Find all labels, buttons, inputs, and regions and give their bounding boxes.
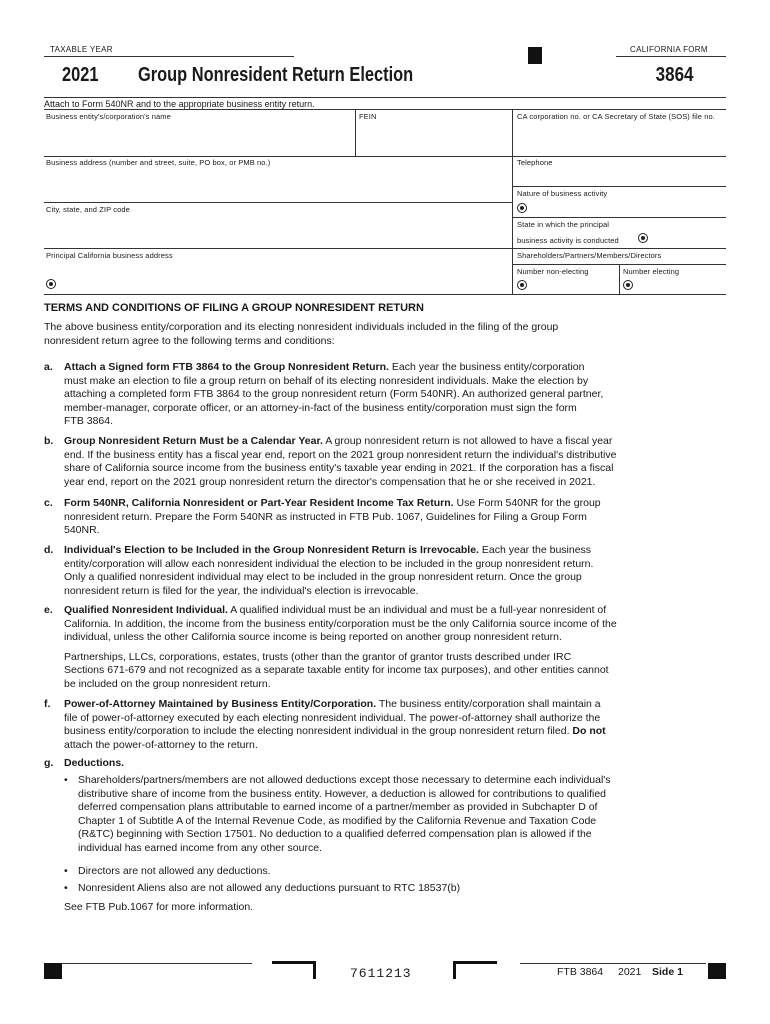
shareholders-label: Shareholders/Partners/Members/Directors <box>517 251 662 260</box>
bullet-icon: • <box>64 774 68 786</box>
corner-mark-icon <box>453 961 497 979</box>
deductions-bullet-1: • Shareholders/partners/members are not allowed deductions except those necessary to determine each individual's distributive share of income from the business entity. However, a deduction is allowed for contributions to qualified deferred compensation plans attributable to earned income of a partner/member as provided in Subchapter D of Chapter 1 of Subtitle A of the Internal Revenue Code, as modified by the California Revenue and Taxation Code (R&TC) beginning with Section 17501. No deduction to a qualified deferred compensation plan is allowed if the individual has earned income from any other source. <box>64 774 611 854</box>
principal-address-label: Principal California business address <box>46 251 173 260</box>
non-electing-radio-icon[interactable] <box>517 280 527 290</box>
electing-label: Number electing <box>623 267 680 276</box>
registration-mark-icon <box>708 963 726 979</box>
fein-field[interactable] <box>358 120 508 154</box>
attach-note: Attach to Form 540NR and to the appropriate business entity return. <box>44 99 315 109</box>
entity-name-label: Business entity's/corporation's name <box>46 112 171 121</box>
terms-intro: The above business entity/corporation and its electing nonresident individuals included in the filing of the group nonresident return agree to the following terms and conditions: <box>44 321 559 347</box>
telephone-field[interactable] <box>516 168 724 184</box>
registration-mark-icon <box>528 47 542 64</box>
registration-mark-icon <box>44 963 62 979</box>
form-number: 3864 <box>655 64 693 86</box>
term-c: c. Form 540NR, California Nonresident or Part-Year Resident Income Tax Return. Use Form 540NR for the group nonresident return. Prepare the Form 540NR as instructed in FTB Pub. 1067, Guidelines for Filing a Group Form 540NR. <box>44 497 601 537</box>
form-code: 7611213 <box>350 966 412 981</box>
tax-year: 2021 <box>62 64 99 86</box>
form-title: Group Nonresident Return Election <box>138 64 414 86</box>
address-field[interactable] <box>46 168 506 200</box>
principal-address-radio-icon[interactable] <box>46 279 56 289</box>
footer-form: FTB 3864 <box>557 966 604 978</box>
corner-mark-icon <box>272 961 316 979</box>
see-pub-note: See FTB Pub.1067 for more information. <box>64 901 254 913</box>
footer-year: 2021 <box>618 966 642 978</box>
deductions-bullet-2: • Directors are not allowed any deductions. <box>64 865 271 877</box>
term-e: e. Qualified Nonresident Individual. A qualified individual must be an individual and must be a full-year nonresident of California. In addition, the income from the business entity/corporation must be the only California source income of the individual, unless the other California source income is being reported on another group nonresident return. Partnerships, LLCs, corporations, estates, trusts (other than the grantor of grantor trusts described under IRC Sections 671-679 and not recognized as a separate taxable entity for income tax purposes), and other entities cannot be included on the group nonresident return. <box>44 604 617 690</box>
nature-label: Nature of business activity <box>517 189 608 198</box>
city-field[interactable] <box>46 215 506 247</box>
california-form-label: CALIFORNIA FORM <box>630 45 708 54</box>
terms-heading: TERMS AND CONDITIONS OF FILING A GROUP NONRESIDENT RETURN <box>44 302 424 314</box>
nature-radio-icon[interactable] <box>517 203 527 213</box>
entity-name-field[interactable] <box>46 120 351 154</box>
fein-label: FEIN <box>359 112 377 121</box>
state-label-line2: business activity is conducted <box>517 236 619 245</box>
deductions-bullet-3: • Nonresident Aliens also are not allowed any deductions pursuant to RTC 18537(b) <box>64 882 461 894</box>
footer-side: Side 1 <box>652 966 683 978</box>
ca-corp-no-field[interactable] <box>516 120 724 154</box>
non-electing-label: Number non-electing <box>517 267 589 276</box>
taxable-year-label: TAXABLE YEAR <box>50 45 113 54</box>
electing-radio-icon[interactable] <box>623 280 633 290</box>
address-label: Business address (number and street, suite, PO box, or PMB no.) <box>46 158 271 167</box>
ca-corp-no-label: CA corporation no. or CA Secretary of State (SOS) file no. <box>517 112 715 121</box>
state-label-line1: State in which the principal <box>517 220 610 229</box>
term-g: g. Deductions. <box>44 757 125 769</box>
city-label: City, state, and ZIP code <box>46 205 130 214</box>
term-f: f. Power-of-Attorney Maintained by Business Entity/Corporation. The business entity/corporation shall maintain a file of power-of-attorney executed by each electing nonresident individual. The power-of-attorney shall authorize the business entity/corporation to include the electing nonresident individual in the group nonresident return filed. Do not attach the power-of-attorney to the return. <box>44 698 606 751</box>
bullet-icon: • <box>64 865 68 877</box>
term-a: a. Attach a Signed form FTB 3864 to the Group Nonresident Return. Each year the business entity/corporation must make an election to file a group return on behalf of its electing nonresident individuals. Make the election by attaching a completed form FTB 3864 to the group nonresident return (Form 540NR). An authorized general partner, member-manager, corporate officer, or an attorney-in-fact of the business entity/corporation must sign the form FTB 3864. <box>44 361 604 428</box>
bullet-icon: • <box>64 882 68 894</box>
telephone-label: Telephone <box>517 158 553 167</box>
term-b: b. Group Nonresident Return Must be a Calendar Year. A group nonresident return is not allowed to have a fiscal year end. If the business entity has a fiscal year end, report on the 2021 group nonresident return the individual's distributive share of California source income from the business entity's taxable year ending in 2021. If the corporation has a fiscal year end, report on the 2021 group nonresident return the director's compensation that he or she received in 2021. <box>44 435 617 488</box>
state-radio-icon[interactable] <box>638 233 648 243</box>
term-d: d. Individual's Election to be Included in the Group Nonresident Return is Irrevocable. Each year the business entity/corporation will allow each nonresident individual the election to be included in the group nonresident return. Only a qualified nonresident individual may elect to be included in the group nonresident return. Once the group nonresident return is filed for the year, the individual's election is irrevocable. <box>44 544 594 597</box>
